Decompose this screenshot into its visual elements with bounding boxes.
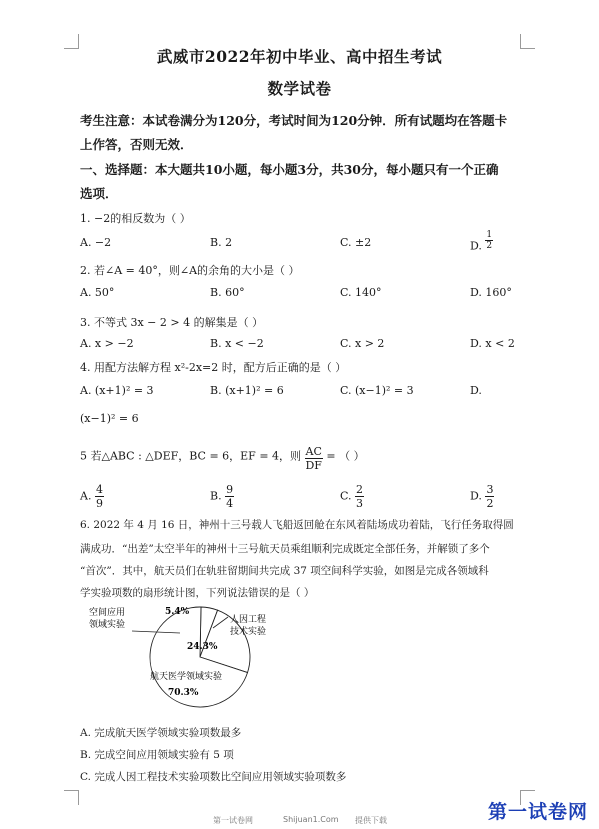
question-5-stem: 5 若△ABC : △DEF，BC = 6，EF = 4，则 $\frac{AC}{DF}$ = （ ） xyxy=(80,445,365,472)
fraction: $\frac{AC}{DF}$ xyxy=(305,445,322,472)
watermark-logo: 第一试卷网 xyxy=(488,801,589,823)
pie-chart xyxy=(80,600,320,715)
question-5-option-d: D. $\frac{3}{2}$ xyxy=(470,483,494,510)
question-4-option-d-continuation: (x−1)² = 6 xyxy=(80,412,139,425)
slice-label: 领域实验 xyxy=(89,620,126,630)
question-3-option-d: D. x < 2 xyxy=(470,337,515,350)
section-heading-line-1: 一、选择题：本大题共10小题，每小题3分，共30分，每小题只有一个正确 xyxy=(80,162,499,177)
question-4-stem: 4. 用配方法解方程 x²-2x=2 时，配方后正确的是（ ） xyxy=(80,361,347,374)
page-title: 武威市2022年初中毕业、高中招生考试 xyxy=(156,47,443,66)
question-2-option-c: C. 140° xyxy=(340,286,382,299)
question-1-option-d: D. $\frac{1}{2}$ xyxy=(470,230,493,253)
question-5-option-c: C. $\frac{2}{3}$ xyxy=(340,483,364,510)
slice-label: 技术实验 xyxy=(230,627,267,637)
question-4-option-a: A. (x+1)² = 3 xyxy=(80,384,154,397)
question-6-stem-line-3: “首次”．其中，航天员们在轨驻留期间共完成 37 项空间科学实验，如图是完成各领域科 xyxy=(80,565,489,577)
slice-label: 空间应用 xyxy=(89,608,126,618)
question-2-option-b: B. 60° xyxy=(210,286,245,299)
fraction: $\frac{3}{2}$ xyxy=(486,483,494,510)
question-4-option-d: D. xyxy=(470,384,482,397)
question-5-option-b: B. $\frac{9}{4}$ xyxy=(210,483,234,510)
question-3-option-a: A. x > −2 xyxy=(80,337,134,350)
question-3-option-b: B. x < −2 xyxy=(210,337,264,350)
fraction: $\frac{1}{2}$ xyxy=(486,230,493,251)
question-1-option-c: C. ±2 xyxy=(340,236,372,249)
question-4-option-c: C. (x−1)² = 3 xyxy=(340,384,414,397)
question-6-stem-line-4: 学实验项数的扇形统计图，下列说法错误的是（ ） xyxy=(80,587,315,599)
question-6-stem-line-1: 6. 2022 年 4 月 16 日，神州十三号载人飞船返回舱在东风着陆场成功着陆，飞行任务取得圆 xyxy=(80,519,514,531)
question-6-option-c: C. 完成人因工程技术实验项数比空间应用领域实验项数多 xyxy=(80,771,347,783)
question-1-option-b: B. 2 xyxy=(210,236,233,249)
slice-value-label: 5.4% xyxy=(165,607,190,617)
footer-site-name: 第一试卷网 xyxy=(213,816,253,825)
slice-value-label: 70.3% xyxy=(168,688,199,698)
question-1-stem: 1. −2的相反数为（ ） xyxy=(80,212,191,225)
question-6-option-a: A. 完成航天医学领域实验项数最多 xyxy=(80,727,242,739)
slice-label: 人因工程 xyxy=(230,615,267,625)
section-heading-line-2: 选项． xyxy=(80,186,118,201)
question-6-stem-line-2: 满成功．“出差”太空半年的神州十三号航天员乘组顺利完成既定全部任务，并解锁了多个 xyxy=(80,543,490,555)
question-6-option-b: B. 完成空间应用领域实验有 5 项 xyxy=(80,749,234,761)
footer-download-text: 提供下载 xyxy=(355,816,387,825)
question-3-option-c: C. x > 2 xyxy=(340,337,385,350)
fraction: $\frac{4}{9}$ xyxy=(95,483,103,510)
question-2-option-d: D. 160° xyxy=(470,286,512,299)
slice-value-label: 24.3% xyxy=(187,642,218,652)
footer-site-url: Shijuan1.Com xyxy=(283,815,339,824)
notice-line-2: 上作答，否则无效． xyxy=(80,137,193,152)
crop-mark-bottom-left xyxy=(64,790,79,805)
question-5-option-a: A. $\frac{4}{9}$ xyxy=(80,483,103,510)
fraction: $\frac{9}{4}$ xyxy=(226,483,234,510)
question-2-stem: 2. 若∠A = 40°，则∠A的余角的大小是（ ） xyxy=(80,264,300,277)
notice-line-1: 考生注意：本试卷满分为120分，考试时间为120分钟．所有试题均在答题卡 xyxy=(80,113,508,128)
question-3-stem: 3. 不等式 3x − 2 > 4 的解集是（ ） xyxy=(80,316,264,329)
question-4-option-b: B. (x+1)² = 6 xyxy=(210,384,284,397)
page-subtitle: 数学试卷 xyxy=(267,79,332,98)
question-1-option-a: A. −2 xyxy=(80,236,112,249)
fraction: $\frac{2}{3}$ xyxy=(356,483,364,510)
slice-label: 航天医学领域实验 xyxy=(150,672,223,682)
question-2-option-a: A. 50° xyxy=(80,286,115,299)
